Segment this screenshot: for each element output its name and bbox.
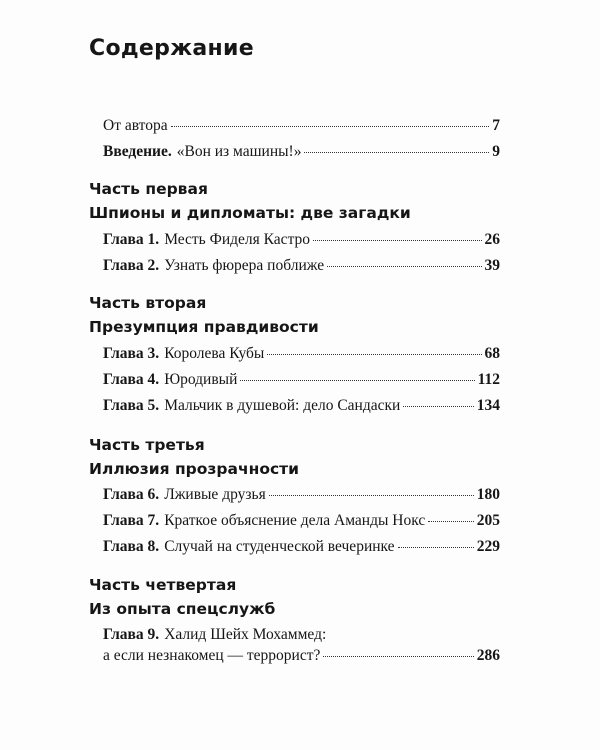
toc-entry-label: Халид Шейх Мохаммед:	[164, 626, 327, 643]
toc-entry-label: Месть Фиделя Кастро	[164, 231, 311, 248]
part-heading: Часть третья	[89, 436, 205, 454]
dot-leader	[313, 240, 481, 241]
dot-leader	[171, 126, 490, 127]
toc-entry-label: Введение.	[103, 143, 172, 160]
toc-entry-label: Лживые друзья	[164, 486, 266, 503]
toc-entry-label: Юродивый	[164, 371, 238, 388]
dot-leader	[403, 406, 473, 407]
chapter-number: Глава 5.	[103, 397, 160, 414]
toc-page-number: 26	[484, 231, 500, 248]
toc-entry-chapter[interactable]	[103, 231, 500, 249]
toc-entry-intro[interactable]	[103, 143, 500, 161]
dot-leader	[398, 547, 474, 548]
part-heading: Часть вторая	[89, 294, 207, 312]
toc-page-number: 286	[476, 647, 500, 664]
toc-page-number: 205	[476, 512, 500, 529]
toc-page-number: 68	[484, 345, 500, 362]
toc-page-number: 39	[484, 257, 500, 274]
page-title: Содержание	[89, 36, 254, 61]
toc-entry-label: Узнать фюрера поближе	[164, 257, 325, 274]
toc-entry-chapter[interactable]	[103, 397, 500, 415]
part-title: Шпионы и дипломаты: две загадки	[89, 204, 411, 222]
toc-entry-label: Случай на студенческой вечеринке	[164, 538, 395, 555]
chapter-number: Глава 2.	[103, 257, 160, 274]
dot-leader	[267, 354, 481, 355]
toc-page-number: 134	[476, 397, 500, 414]
toc-entry-author[interactable]	[103, 117, 500, 135]
toc-entry-label: От автора	[103, 117, 168, 134]
dot-leader	[269, 495, 474, 496]
dot-leader	[240, 380, 474, 381]
toc-entry-chapter[interactable]	[103, 486, 500, 504]
toc-entry-label: Мальчик в душевой: дело Сандаски	[164, 397, 401, 414]
dot-leader	[323, 656, 473, 657]
part-title: Иллюзия прозрачности	[89, 460, 300, 478]
toc-entry-chapter[interactable]	[103, 371, 500, 389]
toc-entry-label: Королева Кубы	[164, 345, 265, 362]
toc-page-number: 180	[476, 486, 500, 503]
toc-page-number: 7	[492, 117, 500, 134]
toc-page-number: 112	[477, 371, 500, 388]
toc-entry-label: Краткое объяснение дела Аманды Нокс	[164, 512, 426, 529]
toc-page-number: 229	[476, 538, 500, 555]
toc-entry-chapter[interactable]	[103, 345, 500, 363]
chapter-number: Глава 9.	[103, 626, 160, 643]
dot-leader	[428, 521, 474, 522]
toc-page-number: 9	[492, 143, 500, 160]
chapter-number: Глава 1.	[103, 231, 160, 248]
part-heading: Часть четвертая	[89, 576, 237, 594]
toc-entry-chapter[interactable]	[103, 257, 500, 275]
toc-entry-subtitle: «Вон из машины!»	[176, 143, 302, 160]
toc-entry-chapter[interactable]	[103, 538, 500, 556]
part-title: Из опыта спецслужб	[89, 600, 276, 618]
dot-leader	[304, 152, 489, 153]
part-title: Презумпция правдивости	[89, 318, 319, 336]
toc-entry-chapter[interactable]	[103, 626, 500, 665]
chapter-number: Глава 6.	[103, 486, 160, 503]
dot-leader	[327, 266, 481, 267]
toc-entry-label-continued: а если незнакомец — террорист?	[103, 647, 321, 664]
chapter-number: Глава 3.	[103, 345, 160, 362]
part-heading: Часть первая	[89, 180, 208, 198]
chapter-number: Глава 8.	[103, 538, 160, 555]
chapter-number: Глава 7.	[103, 512, 160, 529]
chapter-number: Глава 4.	[103, 371, 160, 388]
toc-entry-chapter[interactable]	[103, 512, 500, 530]
